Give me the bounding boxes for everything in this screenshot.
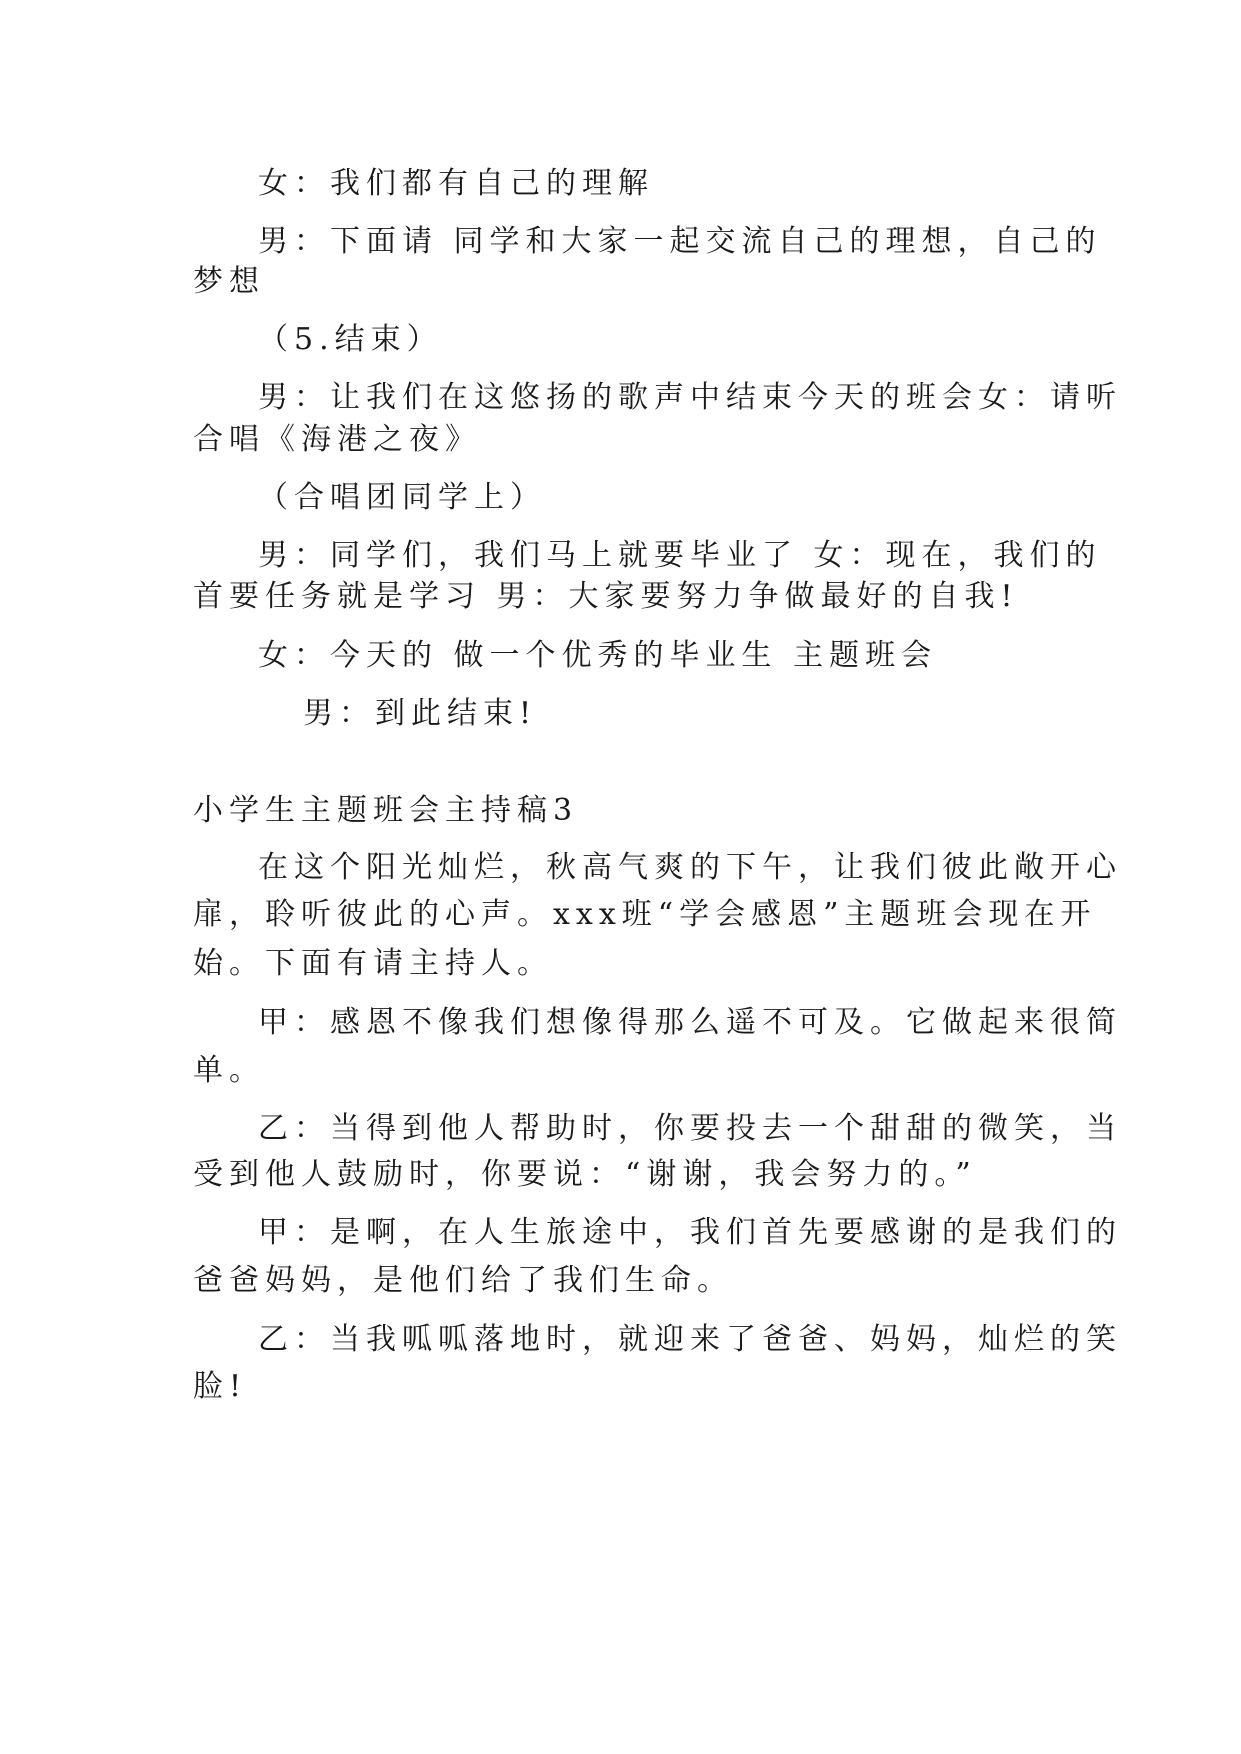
paragraph-line: 单。 (193, 1053, 265, 1088)
paragraph-line: 甲：是啊，在人生旅途中，我们首先要感谢的是我们的 (258, 1215, 1122, 1250)
paragraph-line: 在这个阳光灿烂，秋高气爽的下午，让我们彼此敞开心 (258, 850, 1122, 885)
paragraph-line: 男：让我们在这悠扬的歌声中结束今天的班会女：请听 (258, 380, 1122, 415)
paragraph-line: 首要任务就是学习 男：大家要努力争做最好的自我! (193, 579, 1019, 614)
paragraph-line: 甲：感恩不像我们想像得那么遥不可及。它做起来很简 (258, 1005, 1122, 1040)
paragraph-line: 女：今天的 做一个优秀的毕业生 主题班会 (258, 638, 938, 673)
section-title: 小学生主题班会主持稿3 (193, 793, 579, 828)
paragraph-line: 男：到此结束! (303, 696, 538, 731)
paragraph-line: 脸! (193, 1369, 248, 1404)
paragraph-line: 梦想 (193, 264, 265, 299)
paragraph-line: 男：下面请 同学和大家一起交流自己的理想，自己的 (258, 224, 1102, 259)
paragraph-line: 合唱《海港之夜》 (193, 422, 481, 457)
paragraph-line: 扉，聆听彼此的心声。xxx班“学会感恩”主题班会现在开 (193, 897, 1097, 932)
paragraph-line: （5.结束） (258, 322, 443, 357)
paragraph-line: 女：我们都有自己的理解 (258, 166, 654, 201)
paragraph-line: 乙：当得到他人帮助时，你要投去一个甜甜的微笑，当 (258, 1111, 1122, 1146)
paragraph-line: （合唱团同学上） (258, 480, 546, 515)
paragraph-line: 始。下面有请主持人。 (193, 946, 553, 981)
paragraph-line: 爸爸妈妈，是他们给了我们生命。 (193, 1263, 733, 1298)
paragraph-line: 男：同学们，我们马上就要毕业了 女：现在，我们的 (258, 538, 1102, 573)
paragraph-line: 受到他人鼓励时，你要说：“谢谢，我会努力的。” (193, 1157, 977, 1192)
paragraph-line: 乙：当我呱呱落地时，就迎来了爸爸、妈妈，灿烂的笑 (258, 1322, 1122, 1357)
